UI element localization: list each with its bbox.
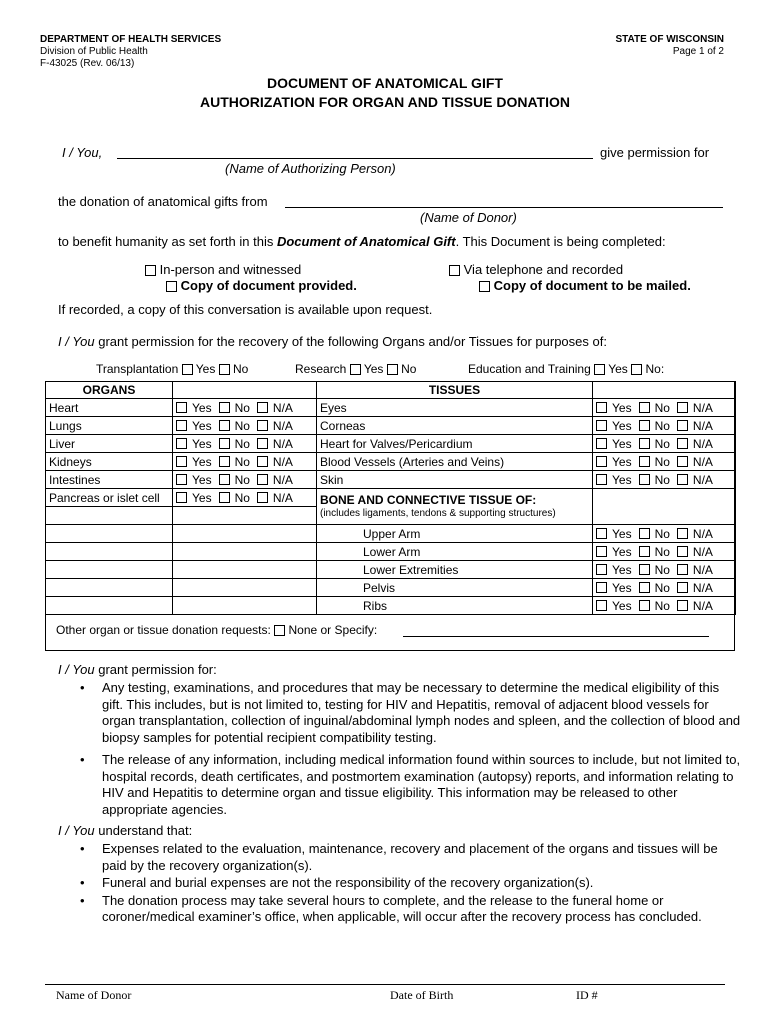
table-row (46, 597, 736, 615)
tissue-na-checkbox[interactable] (677, 402, 688, 413)
organ-yes-checkbox[interactable] (176, 492, 187, 503)
copy-mailed-checkbox[interactable] (479, 281, 490, 292)
organ-yes-checkbox[interactable] (176, 456, 187, 467)
bone-item: Lower Arm (317, 543, 593, 561)
table-row (46, 579, 736, 597)
transplantation-no-checkbox[interactable] (219, 364, 230, 375)
na-label: N/A (272, 436, 293, 451)
tissue-options-3 (596, 455, 732, 469)
tissue-choice-cell (593, 399, 736, 417)
organ-blank-cell[interactable] (46, 525, 173, 543)
no-label: No (654, 418, 670, 433)
footer-id: ID # (576, 988, 598, 1002)
na-label: N/A (692, 400, 713, 415)
yes-label: Yes (612, 544, 632, 559)
understand-heading-text: understand that: (94, 823, 193, 838)
yes-label: Yes (612, 598, 632, 613)
department-name: DEPARTMENT OF HEALTH SERVICES (40, 34, 222, 45)
no-label: No (234, 454, 250, 469)
grant-i-you: I / You (58, 334, 95, 349)
donor-name-field[interactable] (285, 207, 723, 208)
permissions-i-you: I / You (58, 662, 95, 677)
organ-name: Kidneys (46, 453, 173, 471)
bone-options-2 (596, 563, 732, 577)
yes-label: Yes (192, 400, 212, 415)
bone-yes-checkbox[interactable] (596, 582, 607, 593)
authorizing-person-caption: (Name of Authorizing Person) (225, 161, 396, 176)
na-label: N/A (692, 454, 713, 469)
understand-i-you: I / You (58, 823, 95, 838)
transplantation-yes-label: Yes (195, 362, 216, 376)
option-inperson (145, 262, 301, 277)
copy-mailed-label: Copy of document to be mailed. (493, 278, 691, 293)
permission-bullet-2: • The release of any information, including medical information found within sources to include, but not limited to, hospital records, death certificates, and postmortem examination (autopsy) reports, and information relating to HIV and Hepatitis to determine organ and tissue eligibility. This information may be released to other appropriate agencies. (102, 752, 742, 818)
other-requests-label: Other organ or tissue donation requests: (56, 623, 271, 637)
research-yes-label: Yes (363, 362, 384, 376)
tissue-no-checkbox[interactable] (639, 420, 650, 431)
bone-no-checkbox[interactable] (639, 546, 650, 557)
table-row (46, 453, 736, 471)
research-yes-checkbox[interactable] (350, 364, 361, 375)
benefit-humanity-text (58, 234, 666, 249)
donation-from-text: the donation of anatomical gifts from (58, 194, 268, 209)
bone-item: Pelvis (317, 579, 593, 597)
option-telephone (449, 262, 623, 277)
tissue-yes-checkbox[interactable] (596, 438, 607, 449)
no-label: No (654, 580, 670, 595)
tissue-name: Skin (317, 471, 593, 489)
organ-blank-choice (173, 525, 317, 543)
na-label: N/A (692, 436, 713, 451)
tissues-header: TISSUES (317, 382, 593, 399)
none-specify-checkbox[interactable] (274, 625, 285, 636)
bone-yes-checkbox[interactable] (596, 528, 607, 539)
organ-na-checkbox[interactable] (257, 402, 268, 413)
na-label: N/A (692, 526, 713, 541)
tissue-yes-checkbox[interactable] (596, 474, 607, 485)
inperson-label: In-person and witnessed (159, 262, 302, 277)
footer-date-of-birth: Date of Birth (390, 988, 454, 1002)
organ-na-checkbox[interactable] (257, 420, 268, 431)
no-label: No (654, 598, 670, 613)
tissue-name: Blood Vessels (Arteries and Veins) (317, 453, 593, 471)
bone-yes-checkbox[interactable] (596, 546, 607, 557)
bone-na-checkbox[interactable] (677, 528, 688, 539)
table-row (46, 471, 736, 489)
yes-label: Yes (192, 490, 212, 505)
no-label: No (234, 490, 250, 505)
bone-no-checkbox[interactable] (639, 582, 650, 593)
tissue-yes-checkbox[interactable] (596, 420, 607, 431)
no-label: No (234, 400, 250, 415)
organ-name: Pancreas or islet cell (46, 489, 173, 507)
organ-blank-choice (173, 597, 317, 615)
purpose-transplantation (96, 362, 248, 376)
permission-bullet-1: • Any testing, examinations, and procedures that may be necessary to determine the medical eligibility of this gift. This includes, but is not limited to, testing for HIV and Hepatitis, removal of adjacent blood vessels for organ transplantation, collection of inguinal/abdominal lymph nodes and spleen, and the collection of blood and biopsy samples for potential recipient compatibility testing. (102, 680, 742, 746)
bone-choice-cell (593, 579, 736, 597)
tissue-name: Corneas (317, 417, 593, 435)
bone-na-checkbox[interactable] (677, 564, 688, 575)
understand-bullet-1: • Expenses related to the evaluation, maintenance, recovery and placement of the organs and tissues will be paid by the recovery organization(s). (102, 841, 742, 874)
table-row (46, 399, 736, 417)
organ-na-checkbox[interactable] (257, 492, 268, 503)
organs-header-options (173, 382, 317, 399)
na-label: N/A (692, 580, 713, 595)
benefit-post: . This Document is being completed: (455, 234, 666, 249)
grant-text: grant permission for the recovery of the following Organs and/or Tissues for purposes of: (94, 334, 607, 349)
organ-blank-choice (173, 561, 317, 579)
organ-no-checkbox[interactable] (219, 492, 230, 503)
benefit-doc-name: Document of Anatomical Gift (276, 234, 456, 249)
understand-bullet-3: • The donation process may take several hours to complete, and the release to the funeral home or coroner/medical examiner’s office, when applicable, will occur after the recovery process has concluded. (102, 893, 742, 926)
division-name: Division of Public Health (40, 46, 148, 57)
organ-blank-cell[interactable] (46, 561, 173, 579)
organ-blank-choice (173, 579, 317, 597)
other-requests-field[interactable] (403, 636, 709, 637)
tissue-na-checkbox[interactable] (677, 474, 688, 485)
table-row (46, 489, 736, 507)
bone-choice-cell (593, 543, 736, 561)
yes-label: Yes (612, 400, 632, 415)
bone-options-4 (596, 599, 732, 613)
organ-blank-cell[interactable] (46, 597, 173, 615)
telephone-checkbox[interactable] (449, 265, 460, 276)
yes-label: Yes (192, 436, 212, 451)
option-copy-mailed (479, 278, 691, 293)
transplantation-no-label: No (233, 362, 249, 376)
organ-options-4 (176, 473, 313, 487)
yes-label: Yes (612, 436, 632, 451)
organ-choice-cell (173, 489, 317, 507)
tissue-options-4 (596, 473, 732, 487)
no-label: No (234, 472, 250, 487)
yes-label: Yes (192, 418, 212, 433)
tissue-options-0 (596, 401, 732, 415)
yes-label: Yes (192, 454, 212, 469)
organ-yes-checkbox[interactable] (176, 420, 187, 431)
organ-options-0 (176, 401, 313, 415)
na-label: N/A (692, 544, 713, 559)
no-label: No (654, 454, 670, 469)
i-you-label: I / You, (62, 145, 103, 160)
organ-no-checkbox[interactable] (219, 420, 230, 431)
other-requests-line (56, 623, 377, 637)
table-header-row (46, 382, 736, 399)
organ-blank-cell[interactable] (46, 579, 173, 597)
permissions-heading (58, 662, 217, 677)
na-label: N/A (272, 418, 293, 433)
bone-item: Lower Extremities (317, 561, 593, 579)
education-yes-checkbox[interactable] (594, 364, 605, 375)
organ-choice-cell (173, 453, 317, 471)
tissue-yes-checkbox[interactable] (596, 402, 607, 413)
organ-tissue-table (45, 381, 736, 615)
na-label: N/A (692, 562, 713, 577)
permissions-list (56, 680, 742, 824)
give-permission-text: give permission for (600, 145, 710, 160)
education-no-checkbox[interactable] (631, 364, 642, 375)
na-label: N/A (272, 454, 293, 469)
no-label: No (654, 544, 670, 559)
organ-name: Heart (46, 399, 173, 417)
page-number: Page 1 of 2 (672, 46, 724, 57)
na-label: N/A (692, 472, 713, 487)
na-label: N/A (692, 418, 713, 433)
no-label: No (654, 472, 670, 487)
education-label: Education and Training (468, 362, 591, 376)
organ-na-checkbox[interactable] (257, 438, 268, 449)
no-label: No (654, 562, 670, 577)
tissue-choice-cell (593, 435, 736, 453)
transplantation-label: Transplantation (96, 362, 179, 376)
no-label: No (234, 436, 250, 451)
organ-choice-cell (173, 435, 317, 453)
research-no-label: No (401, 362, 417, 376)
tissue-choice-cell (593, 471, 736, 489)
organ-name: Lungs (46, 417, 173, 435)
document-title-line2: AUTHORIZATION FOR ORGAN AND TISSUE DONATION (200, 94, 570, 110)
yes-label: Yes (612, 472, 632, 487)
bone-subheading: (includes ligaments, tendons & supporting structures) (320, 508, 556, 519)
no-label: No (654, 526, 670, 541)
telephone-label: Via telephone and recorded (463, 262, 624, 277)
grant-recovery-text (58, 334, 607, 349)
bone-yes-checkbox[interactable] (596, 564, 607, 575)
organ-options-1 (176, 419, 313, 433)
organ-blank-choice (173, 507, 317, 525)
organ-yes-checkbox[interactable] (176, 438, 187, 449)
table-row (46, 525, 736, 543)
bone-no-checkbox[interactable] (639, 600, 650, 611)
bone-options-1 (596, 545, 732, 559)
na-label: N/A (272, 490, 293, 505)
bone-yes-checkbox[interactable] (596, 600, 607, 611)
organ-choice-cell (173, 399, 317, 417)
purpose-research (295, 362, 416, 376)
bone-item: Ribs (317, 597, 593, 615)
copy-provided-label: Copy of document provided. (180, 278, 357, 293)
bone-na-checkbox[interactable] (677, 600, 688, 611)
organ-no-checkbox[interactable] (219, 474, 230, 485)
bone-choice-cell (593, 525, 736, 543)
tissue-na-checkbox[interactable] (677, 438, 688, 449)
bone-options-3 (596, 581, 732, 595)
yes-label: Yes (612, 418, 632, 433)
form-number: F-43025 (Rev. 06/13) (40, 58, 135, 69)
yes-label: Yes (192, 472, 212, 487)
organ-choice-cell (173, 471, 317, 489)
tissue-name: Heart for Valves/Pericardium (317, 435, 593, 453)
benefit-pre: to benefit humanity as set forth in this (58, 234, 277, 249)
education-no-label: No: (645, 362, 665, 376)
bone-options-0 (596, 527, 732, 541)
bone-no-checkbox[interactable] (639, 564, 650, 575)
purpose-education (468, 362, 664, 376)
organ-blank-cell[interactable] (46, 507, 173, 525)
na-label: N/A (692, 598, 713, 613)
tissues-header-options (593, 382, 736, 399)
organ-name: Liver (46, 435, 173, 453)
no-label: No (654, 436, 670, 451)
recorded-note: If recorded, a copy of this conversation is available upon request. (58, 302, 433, 317)
yes-label: Yes (612, 580, 632, 595)
yes-label: Yes (612, 526, 632, 541)
table-row (46, 435, 736, 453)
organ-name: Intestines (46, 471, 173, 489)
organ-choice-cell (173, 417, 317, 435)
bone-na-checkbox[interactable] (677, 546, 688, 557)
table-row (46, 543, 736, 561)
state-name: STATE OF WISCONSIN (615, 34, 724, 45)
tissue-no-checkbox[interactable] (639, 474, 650, 485)
copy-provided-checkbox[interactable] (166, 281, 177, 292)
yes-label: Yes (612, 454, 632, 469)
organ-options-5 (176, 491, 313, 505)
organ-na-checkbox[interactable] (257, 456, 268, 467)
no-label: No (234, 418, 250, 433)
no-label: No (654, 400, 670, 415)
na-label: N/A (272, 472, 293, 487)
understand-heading (58, 823, 192, 838)
research-label: Research (295, 362, 347, 376)
permissions-heading-text: grant permission for: (94, 662, 217, 677)
bone-heading-cell (317, 489, 593, 525)
tissue-options-1 (596, 419, 732, 433)
bone-heading-blank (593, 489, 736, 525)
footer-rule (45, 984, 725, 985)
understand-bullet-2: • Funeral and burial expenses are not the responsibility of the recovery organization(s). (102, 875, 742, 892)
organ-no-checkbox[interactable] (219, 456, 230, 467)
bone-item: Upper Arm (317, 525, 593, 543)
document-title-line1: DOCUMENT OF ANATOMICAL GIFT (267, 75, 503, 91)
education-yes-label: Yes (608, 362, 628, 376)
organ-no-checkbox[interactable] (219, 402, 230, 413)
tissue-no-checkbox[interactable] (639, 438, 650, 449)
bone-na-checkbox[interactable] (677, 582, 688, 593)
organs-header: ORGANS (46, 382, 173, 399)
transplantation-yes-checkbox[interactable] (182, 364, 193, 375)
bone-choice-cell (593, 597, 736, 615)
option-copy-provided (166, 278, 357, 293)
donor-name-caption: (Name of Donor) (420, 210, 517, 225)
authorizing-person-field[interactable] (117, 158, 593, 159)
none-specify-label: None or Specify: (288, 623, 378, 637)
inperson-checkbox[interactable] (145, 265, 156, 276)
tissue-yes-checkbox[interactable] (596, 456, 607, 467)
organ-blank-cell[interactable] (46, 543, 173, 561)
tissue-choice-cell (593, 417, 736, 435)
tissue-options-2 (596, 437, 732, 451)
research-no-checkbox[interactable] (387, 364, 398, 375)
understand-list (56, 841, 742, 932)
organ-no-checkbox[interactable] (219, 438, 230, 449)
organ-options-3 (176, 455, 313, 469)
table-row (46, 417, 736, 435)
bone-choice-cell (593, 561, 736, 579)
tissue-no-checkbox[interactable] (639, 456, 650, 467)
tissue-na-checkbox[interactable] (677, 456, 688, 467)
table-row (46, 561, 736, 579)
organ-yes-checkbox[interactable] (176, 474, 187, 485)
bone-heading: BONE AND CONNECTIVE TISSUE OF: (320, 493, 537, 507)
organ-yes-checkbox[interactable] (176, 402, 187, 413)
tissue-name: Eyes (317, 399, 593, 417)
tissue-na-checkbox[interactable] (677, 420, 688, 431)
tissue-no-checkbox[interactable] (639, 402, 650, 413)
bone-no-checkbox[interactable] (639, 528, 650, 539)
yes-label: Yes (612, 562, 632, 577)
organ-blank-choice (173, 543, 317, 561)
organ-na-checkbox[interactable] (257, 474, 268, 485)
na-label: N/A (272, 400, 293, 415)
tissue-choice-cell (593, 453, 736, 471)
organ-options-2 (176, 437, 313, 451)
footer-name-donor: Name of Donor (56, 988, 132, 1002)
